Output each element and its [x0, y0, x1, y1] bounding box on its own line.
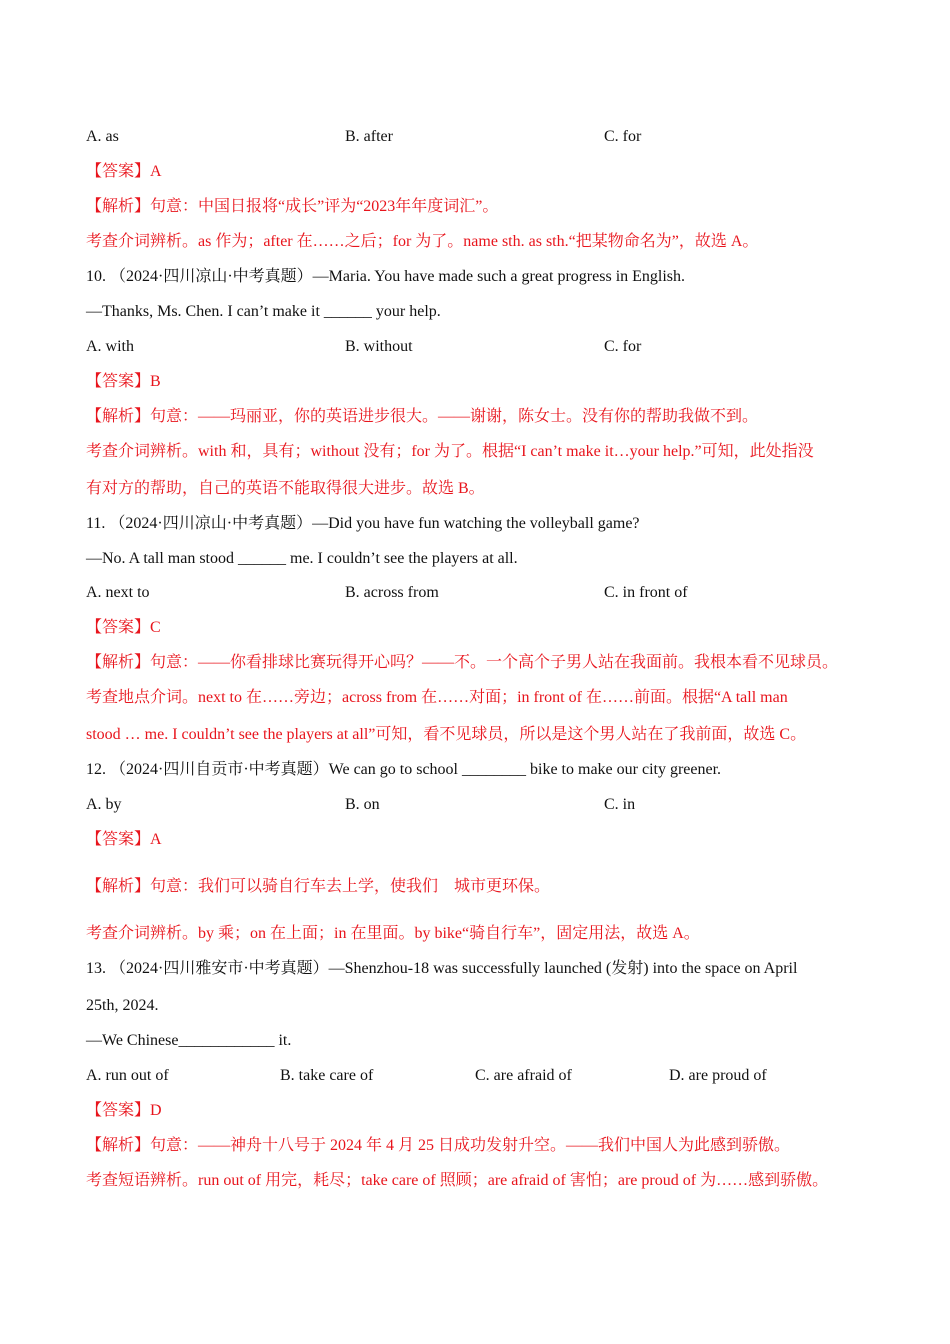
q9-option-b: B. after: [345, 128, 393, 145]
q10-option-a: A. with: [86, 338, 134, 355]
q13-option-c: C. are afraid of: [475, 1067, 572, 1084]
q13-stem-reply: —We Chinese____________ it.: [86, 1032, 292, 1049]
q12-option-b: B. on: [345, 796, 380, 813]
q12-analysis: 【解析】句意：我们可以骑自行车去上学，使我们 城市更环保。: [86, 878, 551, 895]
q11-option-c: C. in front of: [604, 584, 688, 601]
q11-option-b: B. across from: [345, 584, 439, 601]
q11-option-a: A. next to: [86, 584, 150, 601]
q11-analysis: 【解析】句意：——你看排球比赛玩得开心吗？——不。一个高个子男人站在我面前。我根本看不见球员。: [86, 654, 839, 671]
q9-analysis-detail: 考查介词辨析。as 作为；after 在……之后；for 为了。name sth. as sth.“把某物命名为”，故选 A。: [86, 233, 759, 250]
q13-answer: 【答案】D: [86, 1102, 162, 1119]
q12-option-c: C. in: [604, 796, 636, 813]
q10-option-c: C. for: [604, 338, 642, 355]
q11-analysis-detail-cont: stood … me. I couldn’t see the players at all”可知，看不见球员，所以是这个男人站在了我前面，故选 C。: [86, 726, 807, 743]
q13-option-d: D. are proud of: [669, 1067, 767, 1084]
q13-analysis-detail: 考查短语辨析。run out of 用完，耗尽；take care of 照顾；are afraid of 害怕；are proud of 为……感到骄傲。: [86, 1172, 829, 1189]
q13-stem-cont: 25th, 2024.: [86, 997, 159, 1014]
q11-stem-reply: —No. A tall man stood ______ me. I couldn’t see the players at all.: [86, 550, 518, 567]
q11-answer: 【答案】C: [86, 619, 161, 636]
q12-analysis-detail: 考查介词辨析。by 乘；on 在上面；in 在里面。by bike“骑自行车”，固定用法，故选 A。: [86, 925, 700, 942]
q13-stem: 13. （2024·四川雅安市·中考真题）—Shenzhou-18 was successfully launched (发射) into the space on April: [86, 960, 798, 977]
q10-option-b: B. without: [345, 338, 413, 355]
q12-option-a: A. by: [86, 796, 122, 813]
q9-answer: 【答案】A: [86, 163, 162, 180]
q11-stem: 11. （2024·四川凉山·中考真题）—Did you have fun watching the volleyball game?: [86, 515, 640, 532]
q13-analysis: 【解析】句意：——神舟十八号于 2024 年 4 月 25 日成功发射升空。——我们中国人为此感到骄傲。: [86, 1137, 791, 1154]
q10-stem-reply: —Thanks, Ms. Chen. I can’t make it ______ your help.: [86, 303, 441, 320]
q9-analysis: 【解析】句意：中国日报将“成长”评为“2023年年度词汇”。: [86, 198, 499, 215]
q12-answer: 【答案】A: [86, 831, 162, 848]
q12-stem: 12. （2024·四川自贡市·中考真题）We can go to school ________ bike to make our city greener.: [86, 761, 722, 778]
q10-answer: 【答案】B: [86, 373, 161, 390]
q11-analysis-detail: 考查地点介词。next to 在……旁边；across from 在……对面；in front of 在……前面。根据“A tall man: [86, 689, 788, 706]
q13-option-a: A. run out of: [86, 1067, 169, 1084]
q9-option-a: A. as: [86, 128, 119, 145]
q10-analysis-detail: 考查介词辨析。with 和，具有；without 没有；for 为了。根据“I can’t make it…your help.”可知，此处指没: [86, 443, 814, 460]
q13-option-b: B. take care of: [280, 1067, 374, 1084]
q10-analysis-detail-cont: 有对方的帮助，自己的英语不能取得很大进步。故选 B。: [86, 480, 485, 497]
q10-stem: 10. （2024·四川凉山·中考真题）—Maria. You have made such a great progress in English.: [86, 268, 686, 285]
q10-analysis: 【解析】句意：——玛丽亚，你的英语进步很大。——谢谢，陈女士。没有你的帮助我做不到。: [86, 408, 759, 425]
q9-option-c: C. for: [604, 128, 642, 145]
